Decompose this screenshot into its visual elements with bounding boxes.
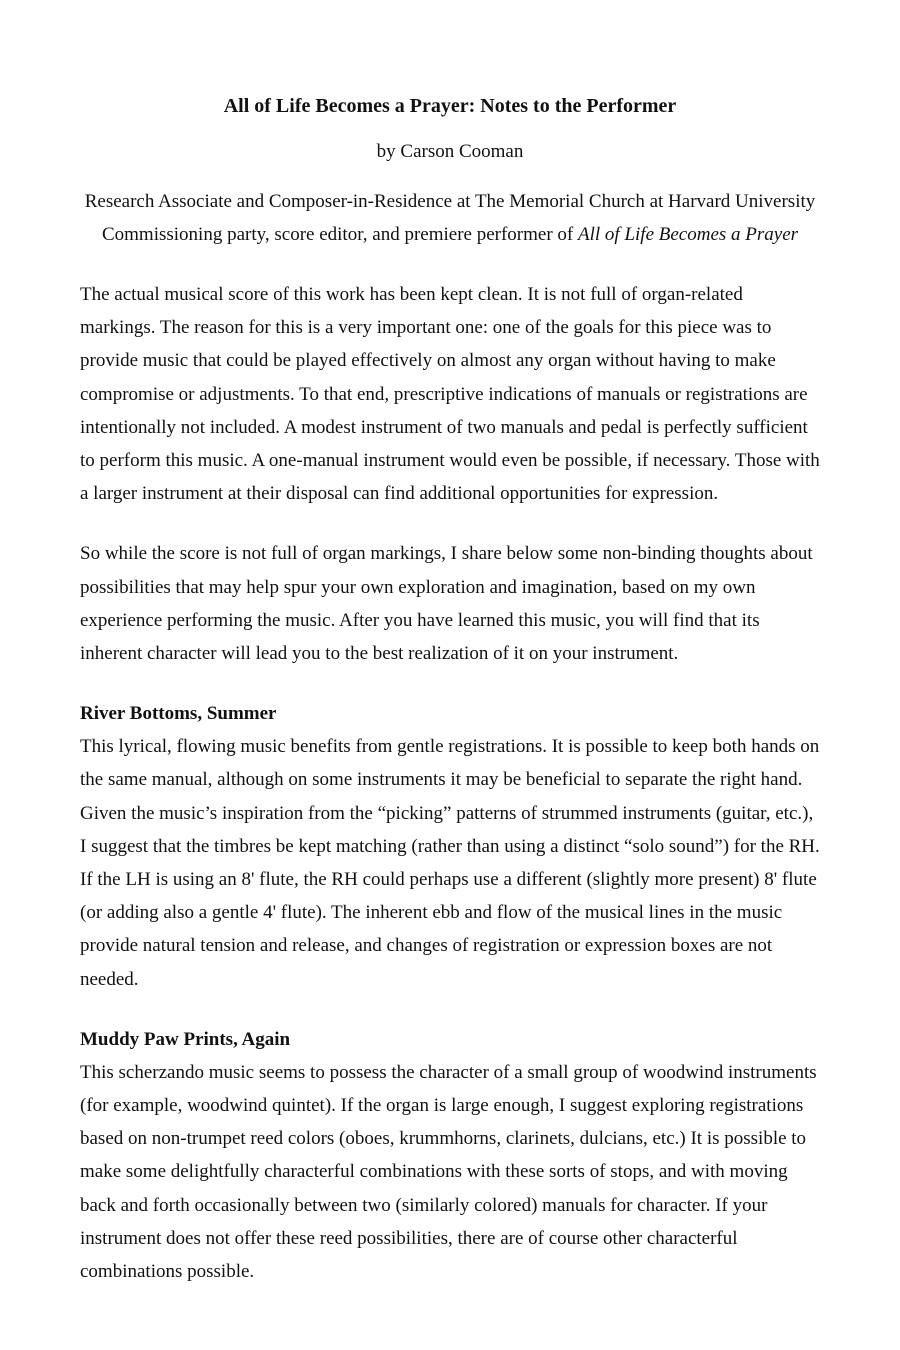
section-body: This scherzando music seems to possess the character of a small group of woodwind instruments (for example, woodwind quintet). If the organ is large enough, I suggest exploring registrations based on non-trumpet reed colors (oboes, krummhorns, clarinets, dulcians, etc.) It is possible to make some delightfully characterful combinations with these sorts of stops, and with moving back and forth occasionally between two (similarly colored) manuals for character. If your instrument does not offer these reed possibilities, there are of course other characterful combinations possible. xyxy=(80,1061,817,1283)
section-heading: River Bottoms, Summer xyxy=(80,703,277,725)
section-body: This lyrical, flowing music benefits from gentle registrations. It is possible to keep both hands on the same manual, although on some instruments it may be beneficial to separate the right hand. Given the music’s inspiration from the “picking” patterns of strummed instruments (guitar, etc.), I suggest that the timbres be kept matching (rather than using a distinct “solo sound”) for the RH. If the LH is using an 8' flute, the RH could perhaps use a different (slightly more present) 8' flute (or adding also a gentle 4' flute). The inherent ebb and flow of the musical lines in the music provide natural tension and release, and changes of registration or expression boxes are not needed. xyxy=(80,736,820,990)
intro-paragraph: So while the score is not full of organ markings, I share below some non-binding thoughts about possibilities that may help spur your own exploration and imagination, based on my own experience performing the music. After you have learned this music, you will find that its inherent character will lead you to the best realization of it on your instrument. xyxy=(80,543,813,665)
commission-work-title: All of Life Becomes a Prayer xyxy=(578,224,799,245)
commission-prefix: Commissioning party, score editor, and premiere performer of xyxy=(101,224,578,245)
author-line: by Carson Cooman xyxy=(376,141,524,162)
affiliation-line: Research Associate and Composer-in-Residence at The Memorial Church at Harvard University xyxy=(84,191,816,212)
commission-line xyxy=(80,218,820,251)
intro-paragraph: The actual musical score of this work has been kept clean. It is not full of organ-related markings. The reason for this is a very important one: one of the goals for this piece was to provide music that could be played effectively on almost any organ without having to make compromise or adjustments. To that end, prescriptive indications of manuals or registrations are intentionally not included. A modest instrument of two manuals and pedal is perfectly sufficient to perform this music. A one-manual instrument would even be possible, if necessary. Those with a larger instrument at their disposal can find additional opportunities for expression. xyxy=(80,284,820,505)
section-heading: Muddy Paw Prints, Again xyxy=(80,1028,291,1050)
affiliation-block xyxy=(80,185,820,251)
document-title: All of Life Becomes a Prayer: Notes to the Performer xyxy=(223,95,677,117)
